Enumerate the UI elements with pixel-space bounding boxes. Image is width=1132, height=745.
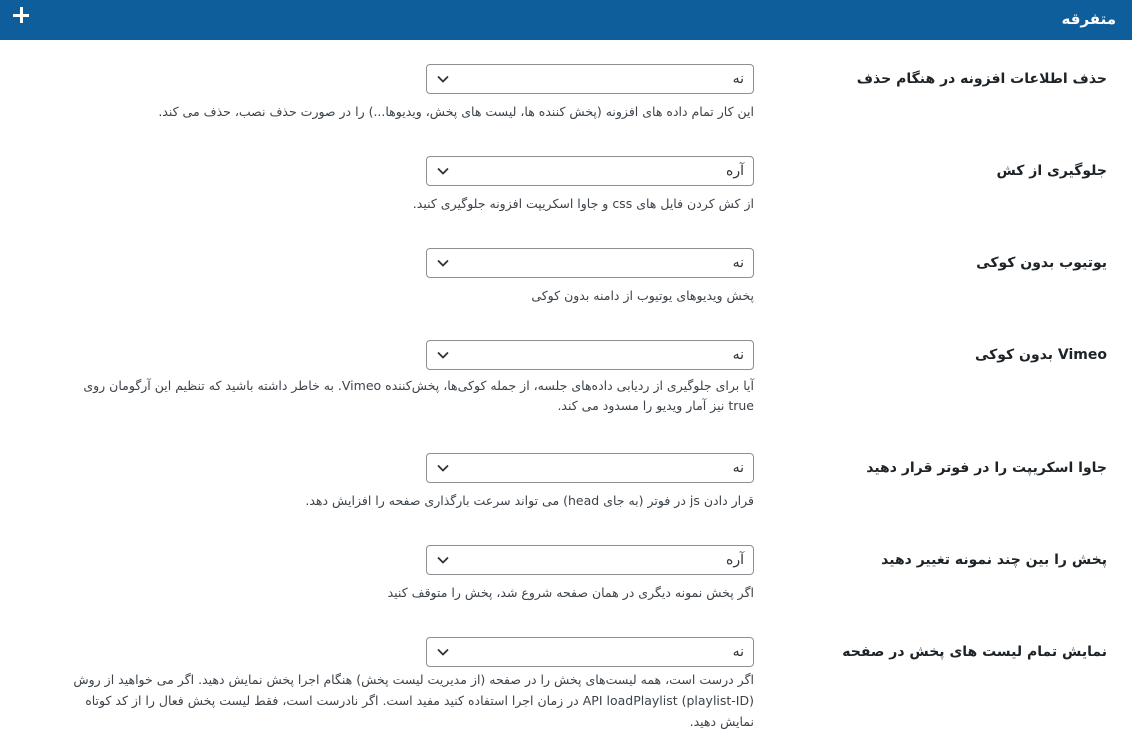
setting-description: پخش ویدیوهای یوتیوب از دامنه بدون کوکی [531,288,754,303]
setting-description: اگر درست است، همه لیست‌های پخش را در صفحه (از مدیریت لیست پخش) هنگام اجرا پخش نمایش دهید. اگر می خواهید از روش API loadPlaylist (playlist-ID) در زمان اجرا استفاده کنید مفید است. اگر نادرست است، فقط لیست پخش فعال را از کد کوتاه نمایش دهید. [73,672,754,729]
setting-label: Vimeo بدون کوکی [974,347,1107,363]
setting-description: آیا برای جلوگیری از ردیابی داده‌های جلسه، از جمله کوکی‌ها، پخش‌کننده Vimeo. به خاطر داشته باشید که تنظیم این آرگومان روی true نیز آمار ویدیو را مسدود می کند. [83,378,754,413]
select-value: نه [732,644,744,660]
setting-label: حذف اطلاعات افزونه در هنگام حذف [856,71,1107,87]
chevron-down-icon [436,72,450,86]
chevron-down-icon [436,256,450,270]
select-value: نه [732,460,744,476]
section-title: متفرقه [1061,10,1116,28]
setting-description: از کش کردن فایل های css و جاوا اسکریپت افزونه جلوگیری کنید. [412,196,754,211]
chevron-down-icon [436,348,450,362]
youtube-nocookie-select[interactable] [426,248,754,278]
setting-description: این کار تمام داده های افزونه (پخش کننده ها، لیست های پخش، ویدیوها...) را در صورت حذف نصب، حذف می کند. [158,104,754,119]
chevron-down-icon [436,553,450,567]
chevron-down-icon [436,645,450,659]
delete-data-select[interactable] [426,64,754,94]
setting-description: قرار دادن js در فوتر (به جای head) می تواند سرعت بارگذاری صفحه را افزایش دهد. [305,493,754,508]
select-value: نه [732,255,744,271]
select-value: نه [732,347,744,363]
setting-label: یوتیوب بدون کوکی [976,255,1107,271]
setting-description: اگر پخش نمونه دیگری در همان صفحه شروع شد، پخش را متوقف کنید [387,585,754,600]
js-footer-select[interactable] [426,453,754,483]
prevent-cache-select[interactable] [426,156,754,186]
show-all-playlists-select[interactable] [426,637,754,667]
section-header [0,0,1132,40]
setting-label: جاوا اسکریپت را در فوتر قرار دهید [866,460,1107,476]
plus-icon[interactable] [9,3,33,27]
select-value: آره [726,552,744,568]
select-value: نه [732,71,744,87]
vimeo-nocookie-select[interactable] [426,340,754,370]
setting-label: پخش را بین چند نمونه تغییر دهید [881,552,1107,568]
setting-label: نمایش تمام لیست های پخش در صفحه [842,644,1107,660]
chevron-down-icon [436,461,450,475]
setting-label: جلوگیری از کش [996,163,1107,179]
toggle-instances-select[interactable] [426,545,754,575]
chevron-down-icon [436,164,450,178]
select-value: آره [726,163,744,179]
